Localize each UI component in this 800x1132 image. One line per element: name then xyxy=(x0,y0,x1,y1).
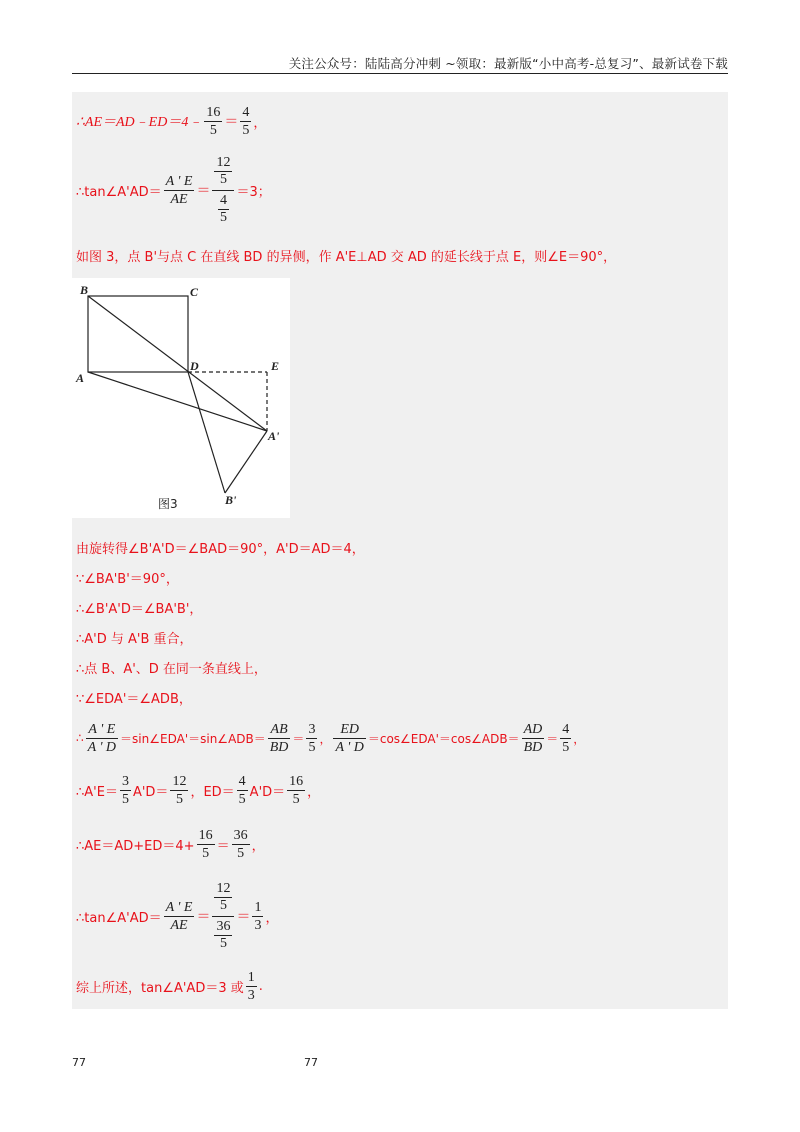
denominator: A ' D xyxy=(335,739,364,755)
geometry-figure-3 xyxy=(72,278,290,518)
punctuation: ， xyxy=(253,115,267,131)
page-header: 关注公众号：陆陆高分冲刺 ~领取：最新版“小中高考-总复习”、最新试卷下载 xyxy=(288,56,728,71)
denominator: 5 xyxy=(202,845,210,861)
numerator: 16 xyxy=(206,104,221,120)
line-sin-cos xyxy=(76,716,585,760)
text-segment: A'D＝ xyxy=(132,784,169,800)
fraction xyxy=(214,919,232,952)
fraction xyxy=(246,969,257,1004)
text-segment: 由旋转得∠B'A'D＝∠BAD＝90°，A'D＝AD＝4， xyxy=(76,541,365,557)
line-coincide xyxy=(76,626,193,648)
fraction xyxy=(170,773,188,808)
denominator: AE xyxy=(170,917,188,933)
page-number-left: 77 xyxy=(72,1056,86,1069)
line-collinear xyxy=(76,656,267,678)
text-segment: A'D＝ xyxy=(249,784,286,800)
fraction xyxy=(560,721,571,756)
numerator: 4 xyxy=(219,192,227,208)
punctuation: ， xyxy=(573,731,586,746)
numerator: 36 xyxy=(233,827,248,843)
equals-sign: ＝ xyxy=(196,184,211,199)
text-segment: ∴∠B'A'D＝∠BA'B'， xyxy=(76,601,203,617)
denominator: 5 xyxy=(237,845,245,861)
text-segment: ∴tan∠A'AD＝ xyxy=(76,910,162,926)
text-segment: 综上所述，tan∠A'AD＝3 或 xyxy=(76,980,244,996)
fraction xyxy=(240,104,251,139)
numerator: ED xyxy=(340,721,359,737)
denominator: 5 xyxy=(308,739,316,755)
denominator: 5 xyxy=(219,171,227,187)
text-segment: ∵∠EDA'＝∠ADB， xyxy=(76,691,192,707)
text-segment: ∴A'E＝ xyxy=(76,784,118,800)
line-tan-second xyxy=(76,876,278,956)
numerator: AB xyxy=(270,721,288,737)
fraction xyxy=(197,827,215,862)
equals-sign: ＝ xyxy=(236,910,251,925)
text-segment: ＝sin∠EDA'＝sin∠ADB＝ xyxy=(120,731,266,746)
text-segment: ∴A'D 与 A'B 重合， xyxy=(76,631,193,647)
line-a-a1 xyxy=(88,372,267,431)
text-segment: ＝ xyxy=(292,731,305,746)
line-ae-first xyxy=(76,100,266,142)
numerator: 1 xyxy=(247,969,255,985)
denominator: 5 xyxy=(219,897,227,913)
text-segment: ， xyxy=(319,731,332,746)
complex-fraction xyxy=(212,155,234,226)
fraction xyxy=(232,827,250,862)
label-d: D xyxy=(190,359,199,373)
fraction xyxy=(120,773,131,808)
line-conclusion xyxy=(76,964,263,1008)
denominator: 5 xyxy=(175,791,183,807)
text-segment: 如图 3，点 B'与点 C 在直线 BD 的异侧，作 A'E⊥AD 交 AD 的延长线于点 E，则∠E＝90°， xyxy=(76,249,617,265)
fraction xyxy=(204,104,222,139)
numerator: 4 xyxy=(242,104,250,120)
fraction xyxy=(164,173,195,208)
denominator: BD xyxy=(523,739,543,755)
complex-fraction xyxy=(212,881,234,952)
header-rule xyxy=(72,73,728,74)
denominator: 3 xyxy=(254,917,262,933)
text-segment: ，ED＝ xyxy=(190,784,235,800)
punctuation: . xyxy=(258,978,263,994)
equals-sign: ＝ xyxy=(224,115,239,130)
denominator: 5 xyxy=(292,791,300,807)
denominator: 5 xyxy=(209,122,217,138)
equals-sign: ＝ xyxy=(196,910,211,925)
label-a: A xyxy=(76,371,85,385)
punctuation: ， xyxy=(307,784,321,800)
numerator: 12 xyxy=(172,773,187,789)
denominator: 5 xyxy=(219,935,227,951)
text-segment: ∴ xyxy=(76,731,84,745)
numerator: 1 xyxy=(254,899,262,915)
denominator: 3 xyxy=(247,987,255,1003)
line-ae-second xyxy=(76,822,265,866)
numerator: 12 xyxy=(216,880,231,896)
denominator: 5 xyxy=(121,791,129,807)
line-d-b1 xyxy=(188,372,225,493)
numerator: A ' E xyxy=(88,721,116,737)
fraction xyxy=(333,721,365,756)
fraction xyxy=(252,899,263,934)
text-segment: ＝cos∠EDA'＝cos∠ADB＝ xyxy=(367,731,520,746)
text-segment: ∴AE＝AD+ED＝4+ xyxy=(76,838,195,854)
fraction xyxy=(268,721,291,756)
denominator: BD xyxy=(269,739,289,755)
page-number-center: 77 xyxy=(304,1056,318,1069)
text-segment: ＝ xyxy=(546,731,559,746)
numerator: A ' E xyxy=(165,899,193,915)
fraction xyxy=(214,155,232,188)
solution-content xyxy=(72,92,728,1009)
fraction xyxy=(287,773,305,808)
fraction xyxy=(522,721,545,756)
numerator: 3 xyxy=(121,773,129,789)
numerator: 3 xyxy=(308,721,316,737)
line-tan-first xyxy=(76,150,271,230)
line-b1-a1 xyxy=(225,431,267,493)
numerator: 4 xyxy=(238,773,246,789)
line-angle-equal xyxy=(76,596,202,618)
numerator: 16 xyxy=(289,773,304,789)
denominator: 5 xyxy=(242,122,250,138)
denominator: 5 xyxy=(219,209,227,225)
result-text: ＝3； xyxy=(236,184,271,200)
text-segment: ∴AE＝AD﹣ED＝4﹣ xyxy=(76,115,203,130)
text-segment: ∵∠BA'B'＝90°， xyxy=(76,571,179,587)
line-ae-ed-values xyxy=(76,768,320,812)
denominator: 5 xyxy=(562,739,570,755)
numerator: 4 xyxy=(562,721,570,737)
label-b-prime: B' xyxy=(225,493,237,507)
line-angle-eda xyxy=(76,686,192,708)
fraction xyxy=(214,881,232,914)
fraction xyxy=(306,721,317,756)
label-a-prime: A' xyxy=(268,429,280,443)
denominator: 5 xyxy=(238,791,246,807)
line-because-angle xyxy=(76,566,179,588)
text-segment: ∴tan∠A'AD＝ xyxy=(76,184,162,200)
figure-svg xyxy=(72,278,290,518)
numerator: A ' E xyxy=(165,173,193,189)
numerator: 12 xyxy=(216,154,231,170)
denominator: AE xyxy=(170,191,188,207)
punctuation: ， xyxy=(251,838,265,854)
numerator: 36 xyxy=(216,918,231,934)
figure-caption: 图3 xyxy=(158,497,178,511)
text-segment: ＝ xyxy=(216,838,230,854)
fraction xyxy=(164,899,195,934)
numerator: AD xyxy=(523,721,543,737)
label-b: B xyxy=(80,283,89,297)
text-segment: ∴点 B、A'、D 在同一条直线上， xyxy=(76,661,267,677)
fraction xyxy=(86,721,118,756)
numerator: 16 xyxy=(198,827,213,843)
line-rotation xyxy=(76,536,365,558)
line-b-a1 xyxy=(88,296,267,431)
label-c: C xyxy=(190,285,199,299)
label-e: E xyxy=(271,359,280,373)
fraction xyxy=(218,193,229,226)
punctuation: ， xyxy=(265,910,279,926)
denominator: A ' D xyxy=(87,739,117,755)
fraction xyxy=(237,773,248,808)
line-figure-intro xyxy=(76,244,616,266)
